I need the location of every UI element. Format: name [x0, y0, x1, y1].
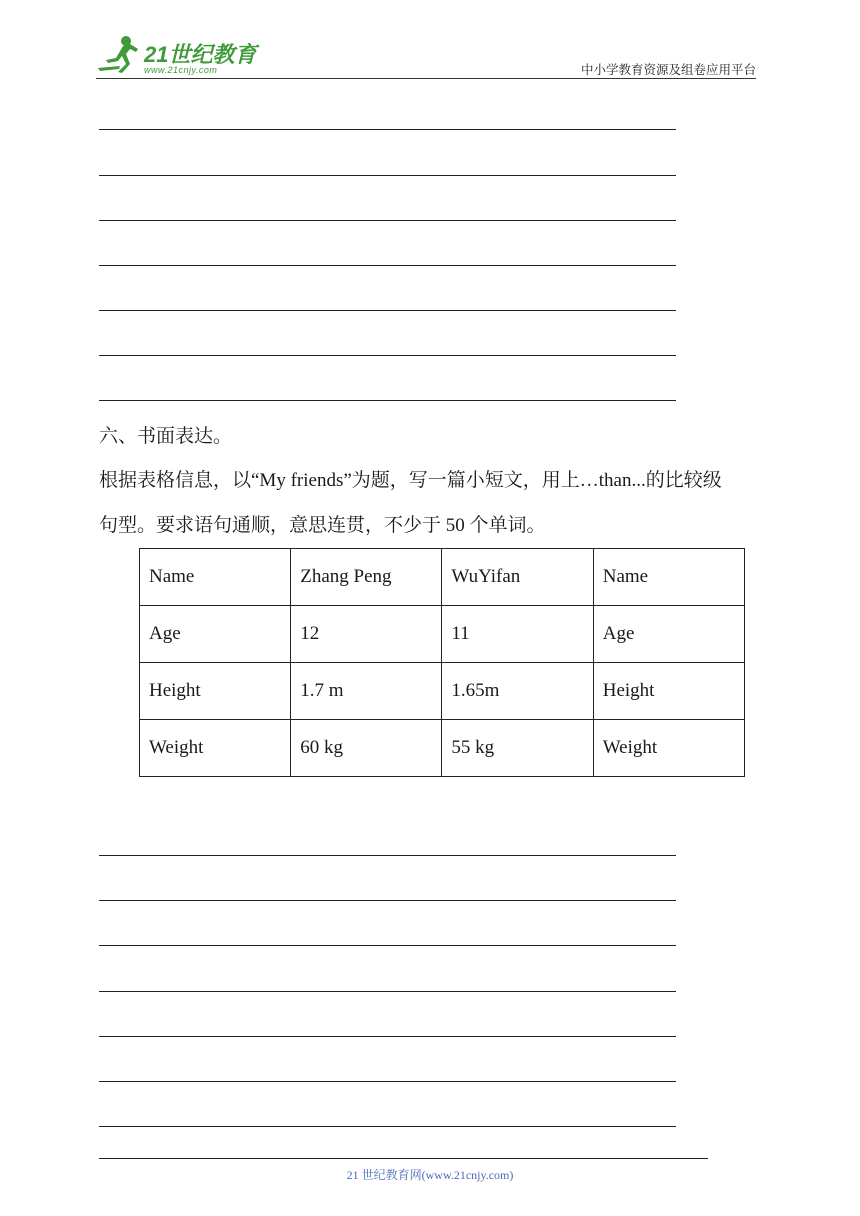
writing-line — [99, 991, 676, 992]
instruction-line: 句型。要求语句通顺，意思连贯，不少于 50 个单词。 — [99, 515, 546, 536]
table-cell: 1.65m — [442, 663, 593, 720]
table-cell: 60 kg — [291, 720, 442, 777]
writing-line — [99, 265, 676, 266]
table-row — [140, 606, 745, 663]
table-cell: 55 kg — [442, 720, 593, 777]
writing-line — [99, 400, 676, 401]
logo-title: 21世纪教育 — [144, 42, 257, 67]
table-row — [140, 663, 745, 720]
runner-logo-icon — [96, 34, 142, 74]
table-row — [140, 549, 745, 606]
writing-line — [99, 220, 676, 221]
table-cell: Height — [140, 663, 291, 720]
writing-line — [99, 1126, 676, 1127]
writing-line — [99, 1081, 676, 1082]
table-cell: Name — [140, 549, 291, 606]
table-row — [140, 720, 745, 777]
platform-name: 中小学教育资源及组卷应用平台 — [580, 63, 756, 77]
table-cell: WuYifan — [442, 549, 593, 606]
writing-line — [99, 129, 676, 130]
table-cell: Weight — [140, 720, 291, 777]
table-cell: Name — [593, 549, 744, 606]
writing-line — [99, 855, 676, 856]
logo-url: www.21cnjy.com — [144, 65, 218, 75]
footer-link[interactable]: 21 世纪教育网(www.21cnjy.com) — [346, 1168, 514, 1182]
writing-line — [99, 900, 676, 901]
table-cell: 12 — [291, 606, 442, 663]
writing-line — [99, 355, 676, 356]
table-cell: 1.7 m — [291, 663, 442, 720]
table-cell: Zhang Peng — [291, 549, 442, 606]
table-cell: 11 — [442, 606, 593, 663]
table-cell: Age — [140, 606, 291, 663]
writing-line — [99, 1036, 676, 1037]
friends-info-table — [139, 548, 745, 777]
site-logo[interactable] — [96, 34, 276, 76]
section-heading: 六、书面表达。 — [99, 426, 233, 447]
writing-line — [99, 310, 676, 311]
table-cell: Weight — [593, 720, 744, 777]
table-cell: Height — [593, 663, 744, 720]
writing-line — [99, 175, 676, 176]
footer-divider — [99, 1158, 708, 1159]
table-cell: Age — [593, 606, 744, 663]
writing-line — [99, 945, 676, 946]
page-header — [96, 30, 756, 79]
instruction-line: 根据表格信息，以“My friends”为题，写一篇小短文，用上…than...的比较级 — [99, 470, 722, 491]
